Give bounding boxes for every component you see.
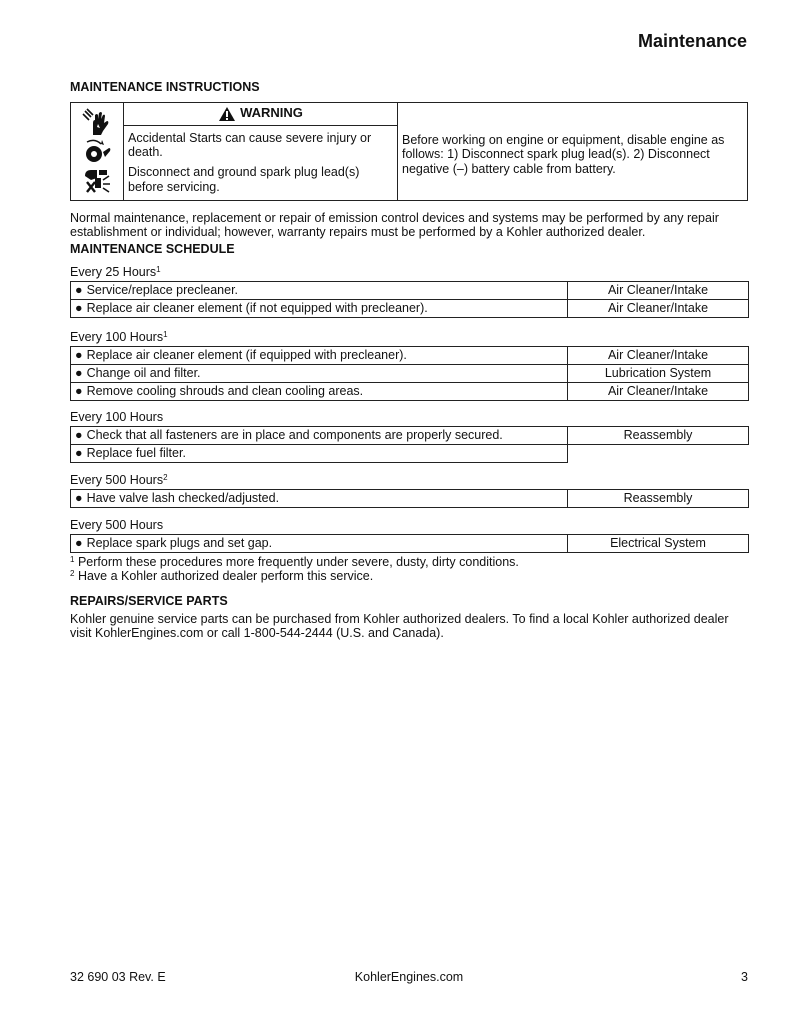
category-cell: Electrical System bbox=[568, 535, 749, 553]
task-text: Service/replace precleaner. bbox=[86, 283, 239, 298]
footnote: $^2$ Have a Kohler authorized dealer perform this service. bbox=[70, 569, 374, 583]
disconnect-spark-plug-icon bbox=[81, 166, 113, 196]
page-number: 3 bbox=[741, 970, 748, 984]
repairs-text: Kohler genuine service parts can be purchased from Kohler authorized dealers. To find a local Kohler authorized dealer visit KohlerEngines.com or call 1-800-544-2444 (U.S. and Canada). bbox=[70, 612, 729, 641]
warning-disconnect-text: Disconnect and ground spark plug lead(s) before servicing. bbox=[128, 165, 360, 194]
task-text: Remove cooling shrouds and clean cooling areas. bbox=[86, 384, 364, 399]
warning-header bbox=[124, 103, 397, 126]
category-cell: Reassembly bbox=[568, 490, 749, 508]
task-text: Replace spark plugs and set gap. bbox=[86, 536, 273, 551]
warning-instruction: Before working on engine or equipment, disable engine as follows: 1) Disconnect spark plug lead(s). 2) Disconnect negative (–) battery cable from battery. bbox=[402, 133, 725, 176]
task-text: Have valve lash checked/adjusted. bbox=[86, 491, 280, 506]
bullet: ● bbox=[75, 384, 83, 399]
schedule-group-label: Every 25 Hours$^1$ bbox=[70, 265, 161, 279]
warning-hazard-text: Accidental Starts can cause severe injury or death. bbox=[128, 130, 372, 159]
page-title: Maintenance bbox=[637, 31, 747, 51]
category-cell: Air Cleaner/Intake bbox=[568, 383, 749, 401]
warning-triangle-icon bbox=[218, 106, 236, 122]
table-row bbox=[71, 347, 749, 365]
table-row bbox=[71, 383, 749, 401]
category-cell: Air Cleaner/Intake bbox=[568, 282, 749, 300]
schedule-table bbox=[70, 489, 749, 508]
repairs-heading: REPAIRS/SERVICE PARTS bbox=[70, 594, 228, 608]
task-text: Check that all fasteners are in place and components are properly secured. bbox=[86, 428, 503, 443]
bullet: ● bbox=[75, 428, 83, 443]
category-cell: Air Cleaner/Intake bbox=[568, 300, 749, 318]
schedule-table bbox=[70, 346, 749, 401]
category-cell: Air Cleaner/Intake bbox=[568, 347, 749, 365]
footnote: $^1$ Perform these procedures more frequently under severe, dusty, dirty conditions. bbox=[70, 555, 519, 569]
table-row bbox=[71, 535, 749, 553]
warning-icons bbox=[71, 103, 124, 200]
table-row bbox=[71, 282, 749, 300]
bullet: ● bbox=[75, 536, 83, 551]
schedule-heading: MAINTENANCE SCHEDULE bbox=[70, 242, 235, 256]
table-row bbox=[71, 427, 749, 445]
instructions-heading: MAINTENANCE INSTRUCTIONS bbox=[70, 80, 260, 94]
task-text: Replace air cleaner element (if not equipped with precleaner). bbox=[86, 301, 428, 316]
schedule-group-label: Every 500 Hours bbox=[70, 518, 164, 532]
schedule-table bbox=[70, 281, 749, 318]
warning-box bbox=[70, 102, 748, 201]
bullet: ● bbox=[75, 348, 83, 363]
hand-injury-icon bbox=[81, 107, 113, 137]
schedule-group-label: Every 100 Hours$^1$ bbox=[70, 330, 168, 344]
table-row bbox=[71, 300, 749, 318]
warning-label: WARNING bbox=[240, 105, 303, 121]
bullet: ● bbox=[75, 446, 83, 461]
bullet: ● bbox=[75, 366, 83, 381]
bullet: ● bbox=[75, 301, 83, 316]
schedule-group-label: Every 100 Hours bbox=[70, 410, 164, 424]
table-row bbox=[71, 490, 749, 508]
schedule-table bbox=[70, 426, 749, 463]
task-text: Replace air cleaner element (if equipped with precleaner). bbox=[86, 348, 407, 363]
category-cell: Reassembly bbox=[568, 427, 749, 445]
bullet: ● bbox=[75, 283, 83, 298]
doc-number: 32 690 03 Rev. E bbox=[70, 970, 166, 984]
table-row bbox=[71, 365, 749, 383]
maintenance-intro: Normal maintenance, replacement or repair of emission control devices and systems may be performed by any repair establishment or individual; however, warranty repairs must be performed by a Kohler authorized dealer. bbox=[70, 211, 719, 240]
task-text: Replace fuel filter. bbox=[86, 446, 186, 461]
task-text: Change oil and filter. bbox=[86, 366, 201, 381]
footer-website: KohlerEngines.com bbox=[354, 970, 464, 984]
bullet: ● bbox=[75, 491, 83, 506]
schedule-group-label: Every 500 Hours$^2$ bbox=[70, 473, 168, 487]
empty-cell bbox=[568, 445, 749, 463]
table-row bbox=[71, 445, 749, 463]
schedule-table bbox=[70, 534, 749, 553]
category-cell: Lubrication System bbox=[568, 365, 749, 383]
rotating-parts-icon bbox=[81, 138, 113, 164]
